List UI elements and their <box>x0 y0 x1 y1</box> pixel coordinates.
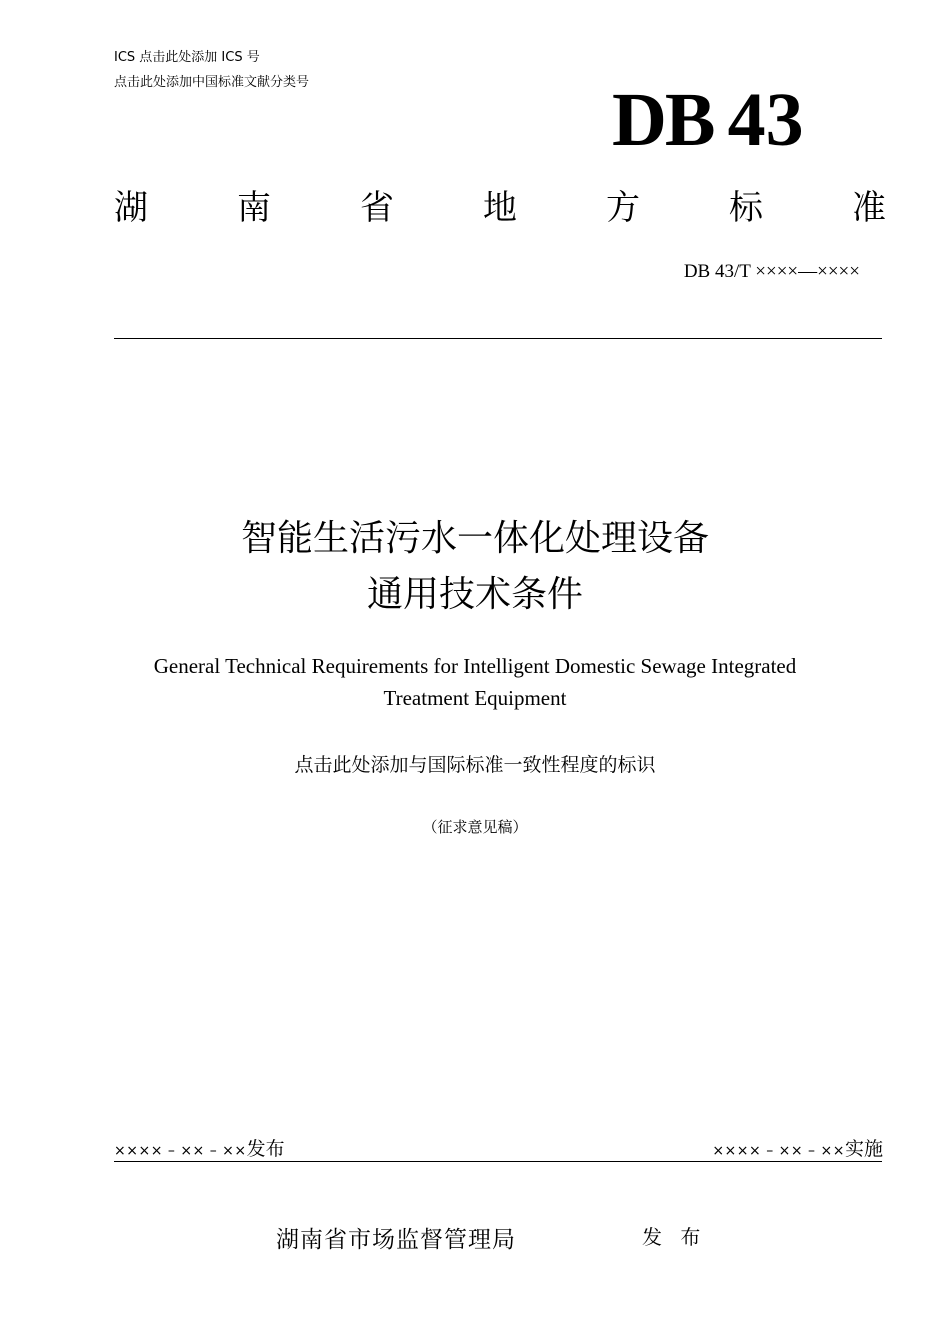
implement-date <box>712 1137 883 1163</box>
issue-label: 发 布 <box>642 1225 707 1249</box>
document-title-line-1: 智能生活污水一体化处理设备 <box>240 518 709 559</box>
english-title-line-2: Treatment Equipment <box>383 686 567 710</box>
province-heading-char: 省 <box>360 188 394 228</box>
publish-label: 发布 <box>246 1138 285 1160</box>
draft-label: （征求意见稿） <box>422 818 528 836</box>
consistency-placeholder[interactable]: 点击此处添加与国际标准一致性程度的标识 <box>294 754 656 776</box>
province-standard-heading <box>114 186 886 230</box>
classification-number-line[interactable]: 点击此处添加中国标准文献分类号 <box>114 75 310 90</box>
province-heading-char: 标 <box>729 188 763 228</box>
implement-date-placeholder: ×××× – ×× – ×× <box>712 1143 845 1159</box>
logo-db-text: DB <box>612 78 714 162</box>
province-heading-char: 方 <box>606 188 640 228</box>
header-divider <box>114 338 882 339</box>
province-heading-char: 准 <box>852 188 886 228</box>
ics-number-line[interactable]: ICS 点击此处添加 ICS 号 <box>114 50 260 65</box>
province-heading-char: 湖 <box>114 188 148 228</box>
publish-date <box>114 1137 285 1163</box>
province-heading-char: 南 <box>237 188 271 228</box>
db43-logo <box>612 80 862 160</box>
footer-divider <box>114 1161 882 1162</box>
logo-number-text: 43 <box>727 78 804 162</box>
publish-date-placeholder: ×××× – ×× – ×× <box>114 1143 247 1159</box>
english-title-line-1: General Technical Requirements for Intelligent Domestic Sewage Integrated <box>153 654 797 678</box>
province-heading-char: 地 <box>483 188 517 228</box>
standard-code: DB 43/T ××××—×××× <box>683 261 860 282</box>
implement-label: 实施 <box>844 1138 883 1160</box>
document-title-line-2: 通用技术条件 <box>366 574 583 615</box>
issuing-authority: 湖南省市场监督管理局 <box>276 1227 516 1253</box>
